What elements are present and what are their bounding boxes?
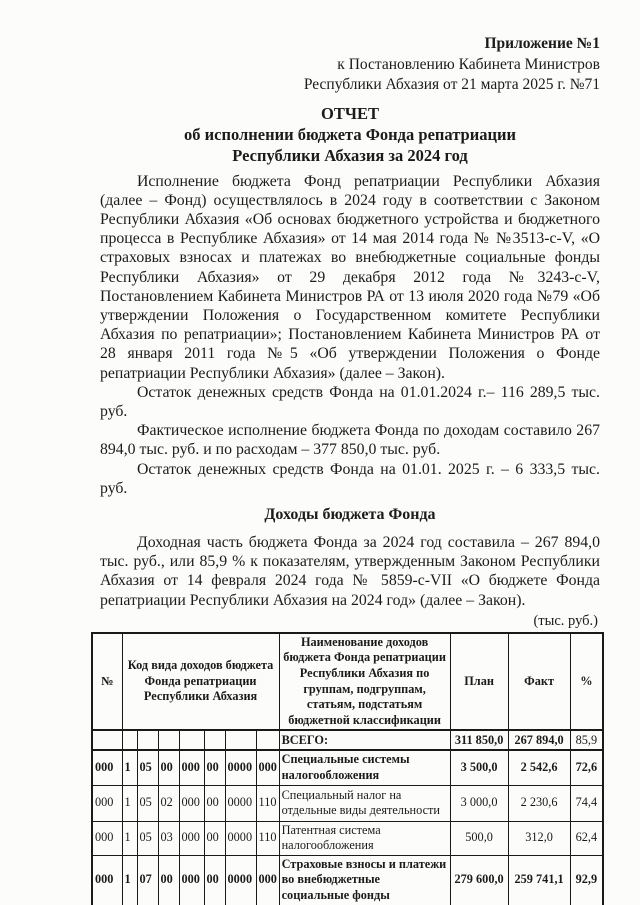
code-cell: 00 [204, 750, 225, 785]
header-name: Наименование доходов бюджета Фонда репатриации Республики Абхазия по группам, подгруппам, статьям, подстатьям бюджетной классификации [279, 633, 450, 731]
code-cell: 02 [158, 785, 179, 821]
code-cell [158, 730, 179, 750]
code-cell: 05 [137, 750, 158, 785]
income-table [91, 632, 604, 905]
table-row [92, 821, 603, 855]
code-cell: 00 [204, 855, 225, 905]
paragraph-actual-execution: Фактическое исполнение бюджета Фонда по доходам составило 267 894,0 тыс. руб. и по расходам – 377 850,0 тыс. руб. [100, 422, 600, 459]
appendix-line-1: Приложение №1 [484, 35, 600, 52]
code-cell: 00 [158, 750, 179, 785]
units-note: (тыс. руб.) [533, 612, 598, 629]
appendix-line-2: к Постановлению Кабинета Министров [337, 55, 600, 73]
code-cell: 110 [256, 785, 279, 821]
plan-cell: 500,0 [450, 821, 508, 855]
code-cell: 000 [92, 750, 122, 785]
fact-cell: 259 741,1 [508, 855, 570, 905]
fact-cell: 2 230,6 [508, 785, 570, 821]
fact-cell: 267 894,0 [508, 730, 570, 750]
code-cell: 07 [137, 855, 158, 905]
paragraph-income-summary: Доходная часть бюджета Фонда за 2024 год составила – 267 894,0 тыс. руб., или 85,9 % к показателям, утвержденным Законом Республики Абхазия от 14 февраля 2024 года № 5859-с-VII «О бюджете Фонда репатриации Республики Абхазия на 2024 год» (далее – Закон). [100, 533, 600, 609]
table-header-row [92, 633, 603, 731]
table-row [92, 855, 603, 905]
code-cell: 000 [92, 821, 122, 855]
code-cell [122, 730, 137, 750]
header-plan: План [450, 633, 508, 731]
code-cell: 1 [122, 821, 137, 855]
code-cell: 0000 [225, 785, 256, 821]
percent-cell: 72,6 [570, 750, 603, 785]
code-cell: 1 [122, 750, 137, 785]
appendix-block [100, 34, 600, 96]
header-num: № [92, 633, 122, 731]
row-name-cell: Специальный налог на отдельные виды деятельности [279, 785, 450, 821]
paragraph-legal-basis: Исполнение бюджета Фонд репатриации Республики Абхазия (далее – Фонд) осуществлялось в 2024 году в соответствии с Законом Республики Абхазия «Об основах бюджетного устройства и бюджетного процесса в Республике Абхазия» от 14 мая 2014 года № №3513-с-V, «О страховых взносах и платежах во внебюджетные социальные фонды Республики Абхазия» от 29 декабря 2012 года №3243-с-V, Постановлением Кабинета Министров РА от 13 июля 2020 года №79 «Об утверждении Положения о Государственном комитете Республики Абхазия по репатриации»; Постановлением Кабинета Министров РА от 28 января 2011 года №5 «Об утверждении Положения о Фонде репатриации Республики Абхазия» (далее – Закон). [100, 172, 600, 382]
header-percent: % [570, 633, 603, 731]
title-line-3: Республики Абхазия за 2024 год [232, 145, 468, 165]
code-cell: 1 [122, 855, 137, 905]
table-row [92, 750, 603, 785]
row-name-cell: ВСЕГО: [279, 730, 450, 750]
plan-cell: 3 000,0 [450, 785, 508, 821]
table-row-total [92, 730, 603, 750]
fact-cell: 2 542,6 [508, 750, 570, 785]
table-row [92, 785, 603, 821]
code-cell: 03 [158, 821, 179, 855]
code-cell: 000 [256, 750, 279, 785]
code-cell: 000 [179, 750, 204, 785]
plan-cell: 3 500,0 [450, 750, 508, 785]
code-cell: 000 [256, 855, 279, 905]
code-cell: 000 [179, 855, 204, 905]
code-cell: 0000 [225, 750, 256, 785]
section-heading-fund-incomes: Доходы бюджета Фонда [264, 505, 436, 523]
fact-cell: 312,0 [508, 821, 570, 855]
plan-cell: 311 850,0 [450, 730, 508, 750]
code-cell: 00 [204, 821, 225, 855]
percent-cell: 85,9 [570, 730, 603, 750]
plan-cell: 279 600,0 [450, 855, 508, 905]
header-code: Код вида доходов бюджета Фонда репатриации Республики Абхазия [122, 633, 279, 731]
percent-cell: 92,9 [570, 855, 603, 905]
code-cell: 0000 [225, 855, 256, 905]
code-cell: 05 [137, 821, 158, 855]
percent-cell: 62,4 [570, 821, 603, 855]
code-cell: 05 [137, 785, 158, 821]
title-line-2: об исполнении бюджета Фонда репатриации [184, 124, 516, 144]
code-cell: 00 [204, 785, 225, 821]
code-cell: 000 [179, 785, 204, 821]
code-cell: 000 [179, 821, 204, 855]
row-name-cell: Специальные системы налогообложения [279, 750, 450, 785]
code-cell [92, 730, 122, 750]
appendix-line-3: Республики Абхазия от 21 марта 2025 г. №71 [303, 76, 600, 93]
report-title [100, 103, 600, 166]
code-cell [137, 730, 158, 750]
code-cell: 110 [256, 821, 279, 855]
code-cell: 0000 [225, 821, 256, 855]
code-cell [179, 730, 204, 750]
header-fact: Факт [508, 633, 570, 731]
row-name-cell: Патентная система налогообложения [279, 821, 450, 855]
code-cell [256, 730, 279, 750]
code-cell: 1 [122, 785, 137, 821]
code-cell [225, 730, 256, 750]
row-name-cell: Страховые взносы и платежи во внебюджетные социальные фонды [279, 855, 450, 905]
paragraph-closing-balance: Остаток денежных средств Фонда на 01.01. 2025 г. – 6 333,5 тыс. руб. [100, 460, 600, 497]
paragraph-opening-balance: Остаток денежных средств Фонда на 01.01.2024 г.– 116 289,5 тыс. руб. [100, 383, 600, 420]
percent-cell: 74,4 [570, 785, 603, 821]
code-cell: 00 [158, 855, 179, 905]
title-line-1: ОТЧЕТ [321, 103, 379, 123]
code-cell: 000 [92, 855, 122, 905]
code-cell [204, 730, 225, 750]
code-cell: 000 [92, 785, 122, 821]
